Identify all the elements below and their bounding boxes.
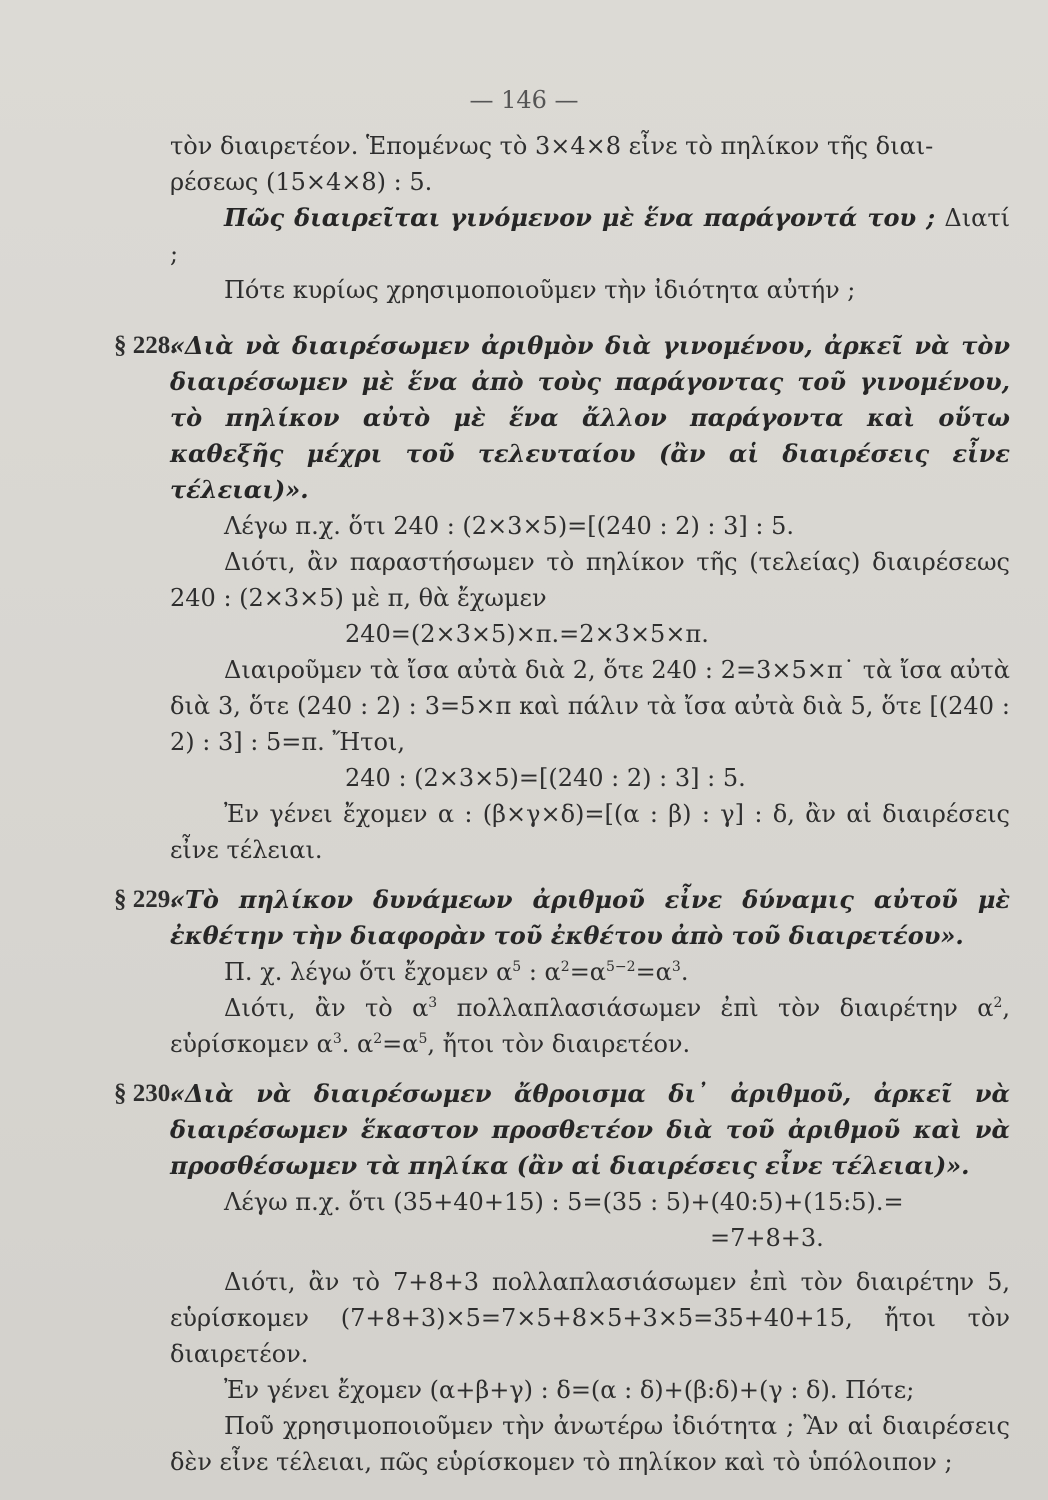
s228-equation-1: 240=(2×3×5)×π.=2×3×5×π.	[345, 620, 709, 648]
intro-line-2: ρέσεως (15×4×8) : 5.	[170, 168, 433, 196]
section-229	[114, 882, 1010, 1062]
rule-230: «Διὰ νὰ διαιρέσωμεν ἄθροισμα δι᾽ ἀριθμοῦ, ἀρκεῖ νὰ διαιρέσωμεν ἕκαστον προσθετέον διὰ τοῦ ἀριθμοῦ καὶ νὰ προσθέσωμεν τὰ πηλίκα (ἂν αἱ διαιρέσεις εἶνε τέλειαι)».	[170, 1079, 1010, 1180]
s228-paragraph-3: Διαιροῦμεν τὰ ἴσα αὐτὰ διὰ 2, ὅτε 240 : 2=3×5×π˙ τὰ ἴσα αὐτὰ διὰ 3, ὅτε (240 : 2) : 3=5×π καὶ πάλιν τὰ ἴσα αὐτὰ διὰ 5, ὅτε [(240 : 2) : 3] : 5=π. Ἤτοι,	[170, 656, 1010, 756]
s230-paragraph-4: Ποῦ χρησιμοποιοῦμεν τὴν ἀνωτέρω ἰδιότητα ; Ἂν αἱ διαιρέσεις δὲν εἶνε τέλειαι, πῶς εὑρίσκομεν τὸ πηλίκον καὶ τὸ ὑπόλοιπον ;	[170, 1412, 1010, 1476]
s228-paragraph-2: Διότι, ἂν παραστήσωμεν τὸ πηλίκον τῆς (τελείας) διαιρέσεως 240 : (2×3×5) μὲ π, θὰ ἔχωμεν	[170, 548, 1010, 612]
s228-equation-2: 240 : (2×3×5)=[(240 : 2) : 3] : 5.	[345, 764, 746, 792]
intro-question	[170, 200, 1010, 272]
section-230	[114, 1076, 1010, 1480]
s229-paragraph-2: Διότι, ἂν τὸ $\alpha^3$ πολλαπλασιάσωμεν ἐπὶ τὸν διαιρέτην $\alpha^2$, εὑρίσκομεν $\alpha^3$. $\alpha^2=\alpha^5$, ἤτοι τὸν διαιρετέον.	[170, 994, 1010, 1058]
s230-paragraph-1-cont: =7+8+3.	[710, 1224, 824, 1252]
intro-line-4: Πότε κυρίως χρησιμοποιοῦμεν τὴν ἰδιότητα αὐτήν ;	[224, 276, 856, 304]
s230-paragraph-2: Διότι, ἂν τὸ 7+8+3 πολλαπλασιάσωμεν ἐπὶ τὸν διαιρέτην 5, εὑρίσκομεν (7+8+3)×5=7×5+8×5+3×5=35+40+15, ἤτοι τὸν διαιρετέον.	[170, 1268, 1010, 1368]
rule-228: «Διὰ νὰ διαιρέσωμεν ἀριθμὸν διὰ γινομένου, ἀρκεῖ νὰ τὸν διαιρέσωμεν μὲ ἕνα ἀπὸ τοὺς παράγοντας τοῦ γινομένου, τὸ πηλίκον αὐτὸ μὲ ἕνα ἄλλον παράγοντα καὶ οὕτω καθεξῆς μέχρι τοῦ τελευταίου (ἂν αἱ διαιρέσεις εἶνε τέλειαι)».	[170, 331, 1010, 504]
intro-line-1: τὸν διαιρετέον. Ἑπομένως τὸ 3×4×8 εἶνε τὸ πηλίκον τῆς διαι-	[170, 132, 934, 160]
page-body	[114, 128, 1011, 1480]
s229-paragraph-1: Π. χ. λέγω ὅτι ἔχομεν $\alpha^5$ : $\alpha^2=\alpha^{5-2}=\alpha^3$.	[224, 958, 689, 986]
page-number: — 146 —	[469, 86, 579, 114]
intro-question-italic: Πῶς διαιρεῖται γινόμενον μὲ ἕνα παράγοντά του ;	[224, 203, 936, 232]
s230-paragraph-3: Ἐν γένει ἔχομεν (α+β+γ) : δ=(α : δ)+(β:δ)+(γ : δ). Πότε;	[224, 1376, 915, 1404]
s228-paragraph-1: Λέγω π.χ. ὅτι 240 : (2×3×5)=[(240 : 2) : 3] : 5.	[224, 512, 795, 540]
intro-question-rest: Διατί ;	[170, 204, 1011, 268]
section-228	[114, 328, 1010, 868]
section-number-228: § 228.	[114, 332, 177, 359]
s230-paragraph-1: Λέγω π.χ. ὅτι (35+40+15) : 5=(35 : 5)+(40:5)+(15:5).=	[224, 1188, 904, 1216]
section-number-230: § 230.	[114, 1080, 177, 1107]
s228-paragraph-4: Ἐν γένει ἔχομεν α : (β×γ×δ)=[(α : β) : γ] : δ, ἂν αἱ διαιρέσεις εἶνε τέλειαι.	[170, 800, 1010, 864]
section-number-229: § 229.	[114, 886, 177, 913]
rule-229: «Τὸ πηλίκον δυνάμεων ἀριθμοῦ εἶνε δύναμις αὐτοῦ μὲ ἐκθέτην τὴν διαφορὰν τοῦ ἐκθέτου ἀπὸ τοῦ διαιρετέου».	[170, 885, 1010, 950]
